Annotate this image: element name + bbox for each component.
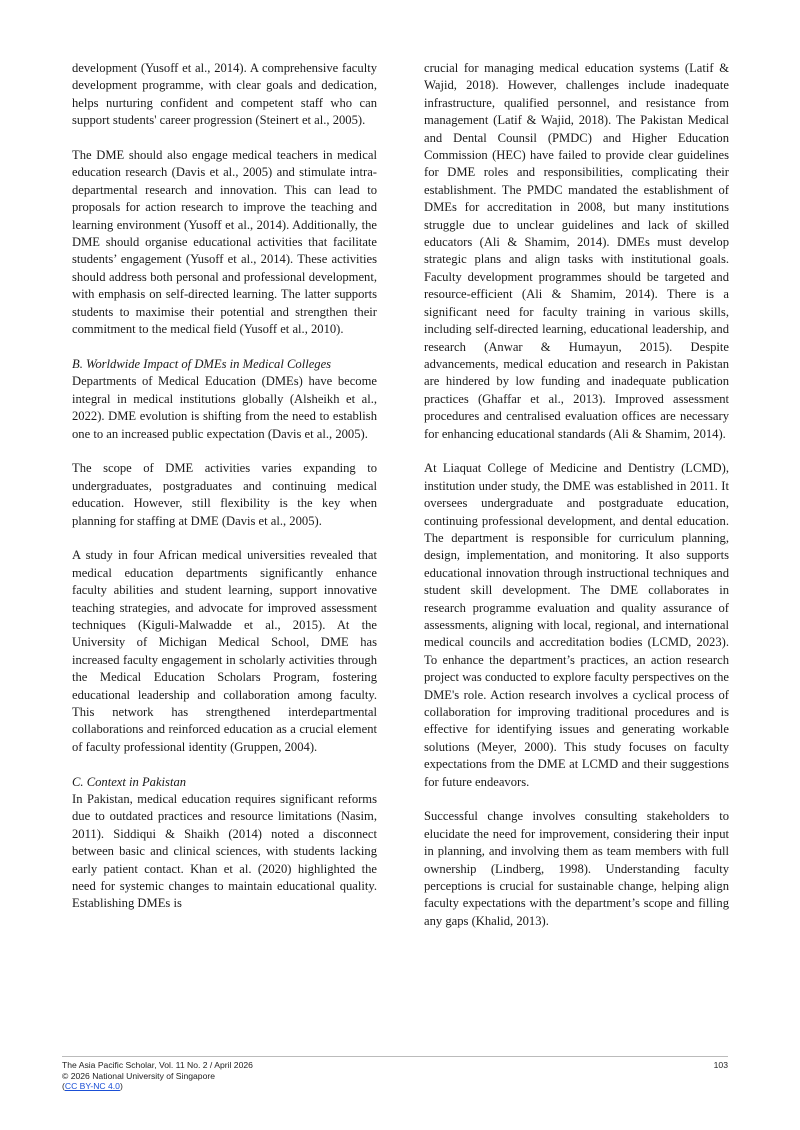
paragraph: crucial for managing medical education systems (Latif & Wajid, 2018). However, challenges include inadequate infrastructure, qualified personnel, and resistance from management (Latif & Wajid, 2018). The Pakistan Medical and Dental Counsil (PMDC) and Higher Education Commission (HEC) have failed to provide clear guidelines for DME roles and responsibilities, complicating their establishment. The PMDC mandated the establishment of DMEs for accreditation in 2008, but many institutions struggle due to unclear guidelines and lack of skilled educators (Ali & Shamim, 2014). DMEs must develop strategic plans and align tasks with institutional goals. Faculty development programmes should be targeted and resource-efficient (Ali & Shamim, 2014). There is a significant need for faculty training in various skills, including self-directed learning, educational leadership, and research (Anwar & Humayun, 2015). Despite advancements, medical education and research in Pakistan are hindered by low funding and inadequate publication practices (Ghaffar et al., 2013). Improved assessment procedures and centralised evaluation offices are necessary for enhancing educational standards (Ali & Shamim, 2014). xyxy=(424,61,729,441)
section-heading: B. Worldwide Impact of DMEs in Medical Colleges xyxy=(72,356,332,371)
footer-divider xyxy=(62,1056,728,1057)
license-close-paren: ) xyxy=(119,1081,123,1092)
right-column xyxy=(424,60,729,930)
license-line xyxy=(62,1081,728,1092)
copyright-notice: © 2026 National University of Singapore xyxy=(62,1070,215,1081)
paragraph: The scope of DME activities varies expanding to undergraduates, postgraduates and continuing medical education. However, still flexibility is the key when planning for staffing at DME (Davis et al., 2005). xyxy=(72,461,377,528)
page-number: 103 xyxy=(713,1060,728,1070)
paragraph: Departments of Medical Education (DMEs) have become integral in medical institutions globally (Alsheikh et al., 2022). DME evolution is shifting from the need to establish one to an increased public expectation (Davis et al., 2005). xyxy=(72,374,377,441)
paragraph: The DME should also engage medical teachers in medical education research (Davis et al., 2005) and stimulate intra-departmental research and innovation. This can lead to proposals for action research to improve the teaching and learning environment (Yusoff et al., 2014). Additionally, the DME should organise educational activities that facilitate students’ engagement (Yusoff et al., 2014). These activities should address both personal and professional development, with emphasis on self-directed learning. The latter supports students to maximise their potential and strengthen their commitment to the medical field (Yusoff et al., 2010). xyxy=(72,148,377,337)
paragraph: Successful change involves consulting stakeholders to elucidate the need for improvement, considering their input in planning, and involving them as team members with full ownership (Lindberg, 1998). Understanding faculty perceptions is crucial for sustainable change, helping align faculty expectations with the department’s scope and filling any gaps (Khalid, 2013). xyxy=(424,809,729,928)
section-heading: C. Context in Pakistan xyxy=(72,774,187,789)
license-link[interactable]: CC BY-NC 4.0 xyxy=(64,1081,120,1092)
paragraph: In Pakistan, medical education requires significant reforms due to outdated practices and resource limitations (Nasim, 2011). Siddiqui & Shaikh (2014) noted a disconnect between basic and clinical sciences, with students lacking early patient contact. Khan et al. (2020) highlighted the need for systemic changes to maintain educational quality. Establishing DMEs is xyxy=(72,791,377,911)
paragraph: A study in four African medical universities revealed that medical education departments significantly enhance faculty abilities and student learning, support innovative teaching strategies, and advocate for improved assessment techniques (Kiguli-Malwadde et al., 2015). At the University of Michigan Medical School, DME has increased faculty engagement in scholarly activities through the Medical Education Scholars Program, fostering educational leadership and collaboration among faculty. This network has strengthened interdepartmental collaborations and reinforced education as a crucial element of faculty professional identity (Gruppen, 2004). xyxy=(72,548,377,754)
left-column xyxy=(72,60,377,913)
paragraph: At Liaquat College of Medicine and Dentistry (LCMD), institution under study, the DME was established in 2011. It oversees undergraduate and postgraduate education, continuing professional development, and dental education. The department is responsible for curriculum planning, design, implementation, and monitoring. It also supports educational innovation through instructional techniques and student skill development. The DME collaborates in research programme evaluation and quality assurance of assessments, aligning with local, regional, and international medical councils and accreditation bodies (LCMD, 2023). To enhance the department’s practices, an action research project was conducted to explore faculty perspectives on the DME's role. Action research involves a cyclical process of collaboration for improving traditional procedures and is effective for identifying issues and generating workable solutions (Meyer, 2000). This study focuses on faculty expectations from the DME at LCMD and their suggestions for future endeavors. xyxy=(424,461,729,789)
license-open-paren: ( xyxy=(62,1081,65,1092)
paragraph: development (Yusoff et al., 2014). A comprehensive faculty development programme, with clear goals and dedication, helps nurturing confident and competent staff who can support students' career progression (Steinert et al., 2005). xyxy=(72,61,377,128)
page-footer xyxy=(62,1060,728,1092)
journal-info: The Asia Pacific Scholar, Vol. 11 No. 2 / April 2026 xyxy=(62,1060,253,1070)
